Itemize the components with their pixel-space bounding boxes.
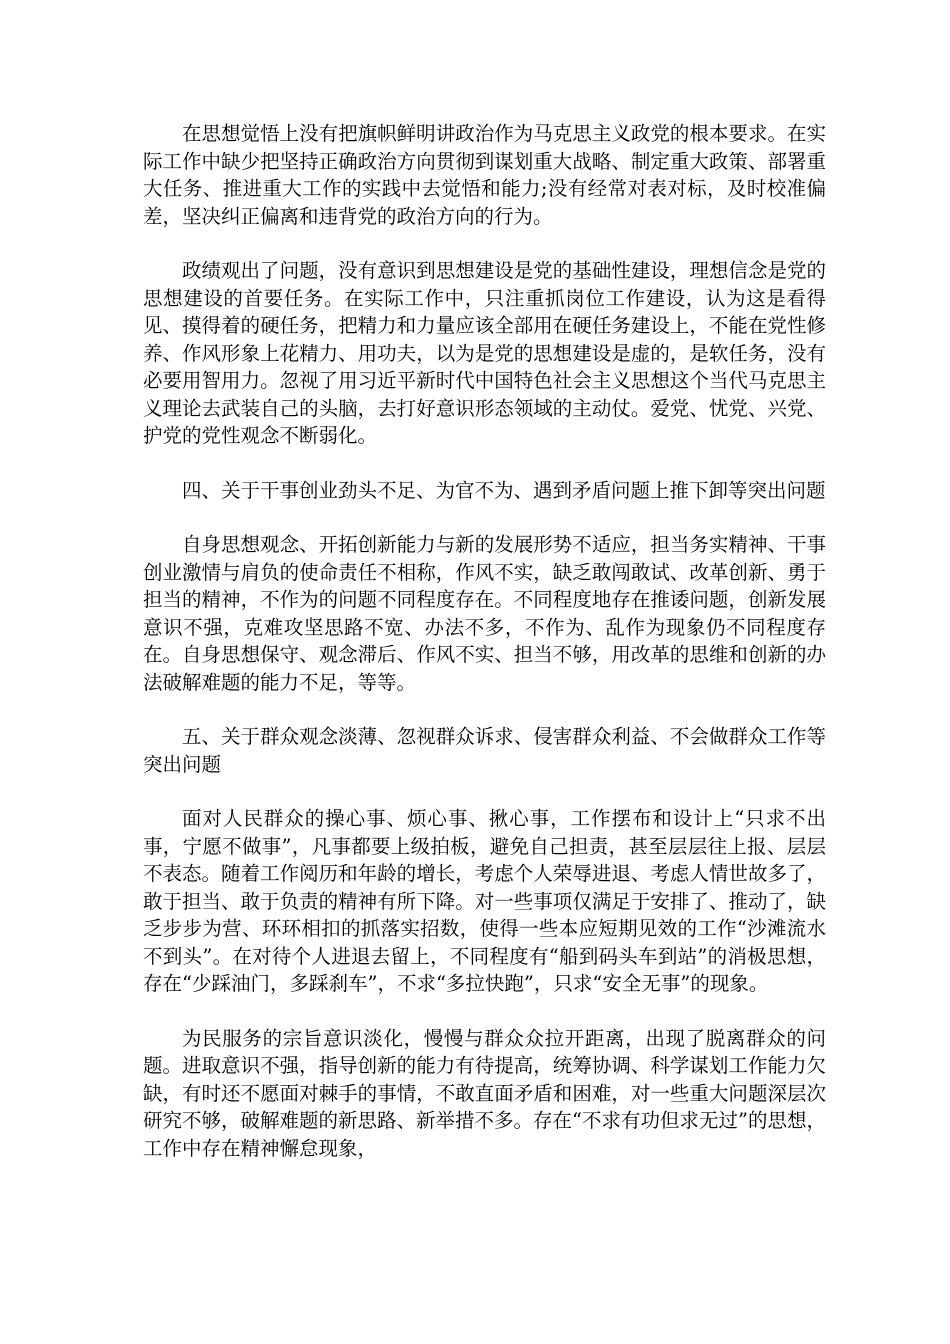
paragraph-performance-view: 政绩观出了问题，没有意识到思想建设是党的基础性建设，理想信念是党的思想建设的首要任务。在实际工作中，只注重抓岗位工作建设，认为这是看得见、摸得着的硬任务，把精力和力量应该全部用在硬任务建设上，不能在党性修养、作风形象上花精力、用功夫，以为是党的思想建设是虚的，是软任务，没有必要用智用力。忽视了用习近平新时代中国特色社会主义思想这个当代马克思主义理论去武装自己的头脑，去打好意识形态领域的主动仗。爱党、忧党、兴党、护党的党性观念不断弱化。 — [143, 259, 826, 447]
document-page — [143, 120, 826, 1189]
paragraph-work-attitude: 自身思想观念、开拓创新能力与新的发展形势不适应，担当务实精神、干事创业激情与肩负的使命责任不相称，作风不实，缺乏敢闯敢试、改革创新、勇于担当的精神，不作为的问题不同程度存在。不同程度地存在推诿问题，创新发展意识不强，克难攻坚思路不宽、办法不多，不作为、乱作为现象仍不同程度存在。自身思想保守、观念滞后、作风不实、担当不够，用改革的思维和创新的办法破解难题的能力不足，等等。 — [143, 533, 826, 694]
paragraph-political-awareness: 在思想觉悟上没有把旗帜鲜明讲政治作为马克思主义政党的根本要求。在实际工作中缺少把坚持正确政治方向贯彻到谋划重大战略、制定重大政策、部署重大任务、推进重大工作的实践中去觉悟和能力;没有经常对表对标，及时校准偏差，坚决纠正偏离和违背党的政治方向的行为。 — [143, 122, 826, 228]
section-heading-four: 四、关于干事创业劲头不足、为官不为、遇到矛盾问题上推下卸等突出问题 — [182, 478, 826, 502]
paragraph-service-awareness: 为民服务的宗旨意识淡化，慢慢与群众众拉开距离，出现了脱离群众的问题。进取意识不强，指导创新的能力有待提高，统筹协调、科学谋划工作能力欠缺，有时还不愿面对棘手的事情，不敢直面矛盾和困难，对一些重大问题深层次研究不够，破解难题的新思路、新举措不多。存在“不求有功但求无过”的思想，工作中存在精神懈怠现象， — [143, 1026, 826, 1160]
section-heading-five: 五、关于群众观念淡薄、忽视群众诉求、侵害群众利益、不会做群众工作等突出问题 — [143, 725, 826, 776]
paragraph-public-concerns: 面对人民群众的操心事、烦心事、揪心事，工作摆布和设计上“只求不出事，宁愿不做事”，凡事都要上级拍板，避免自己担责，甚至层层往上报、层层不表态。随着工作阅历和年龄的增长，考虑个人荣辱进退、考虑人情世故多了，敢于担当、敢于负责的精神有所下降。对一些事项仅满足于安排了、推动了，缺乏步步为营、环环相扣的抓落实招数，使得一些本应短期见效的工作“沙滩流水不到头”。在对待个人进退去留上，不同程度有“船到码头车到站”的消极思想，存在“少踩油门，多踩刹车”，不求“多拉快跑”，只求“安全无事”的现象。 — [143, 807, 826, 995]
